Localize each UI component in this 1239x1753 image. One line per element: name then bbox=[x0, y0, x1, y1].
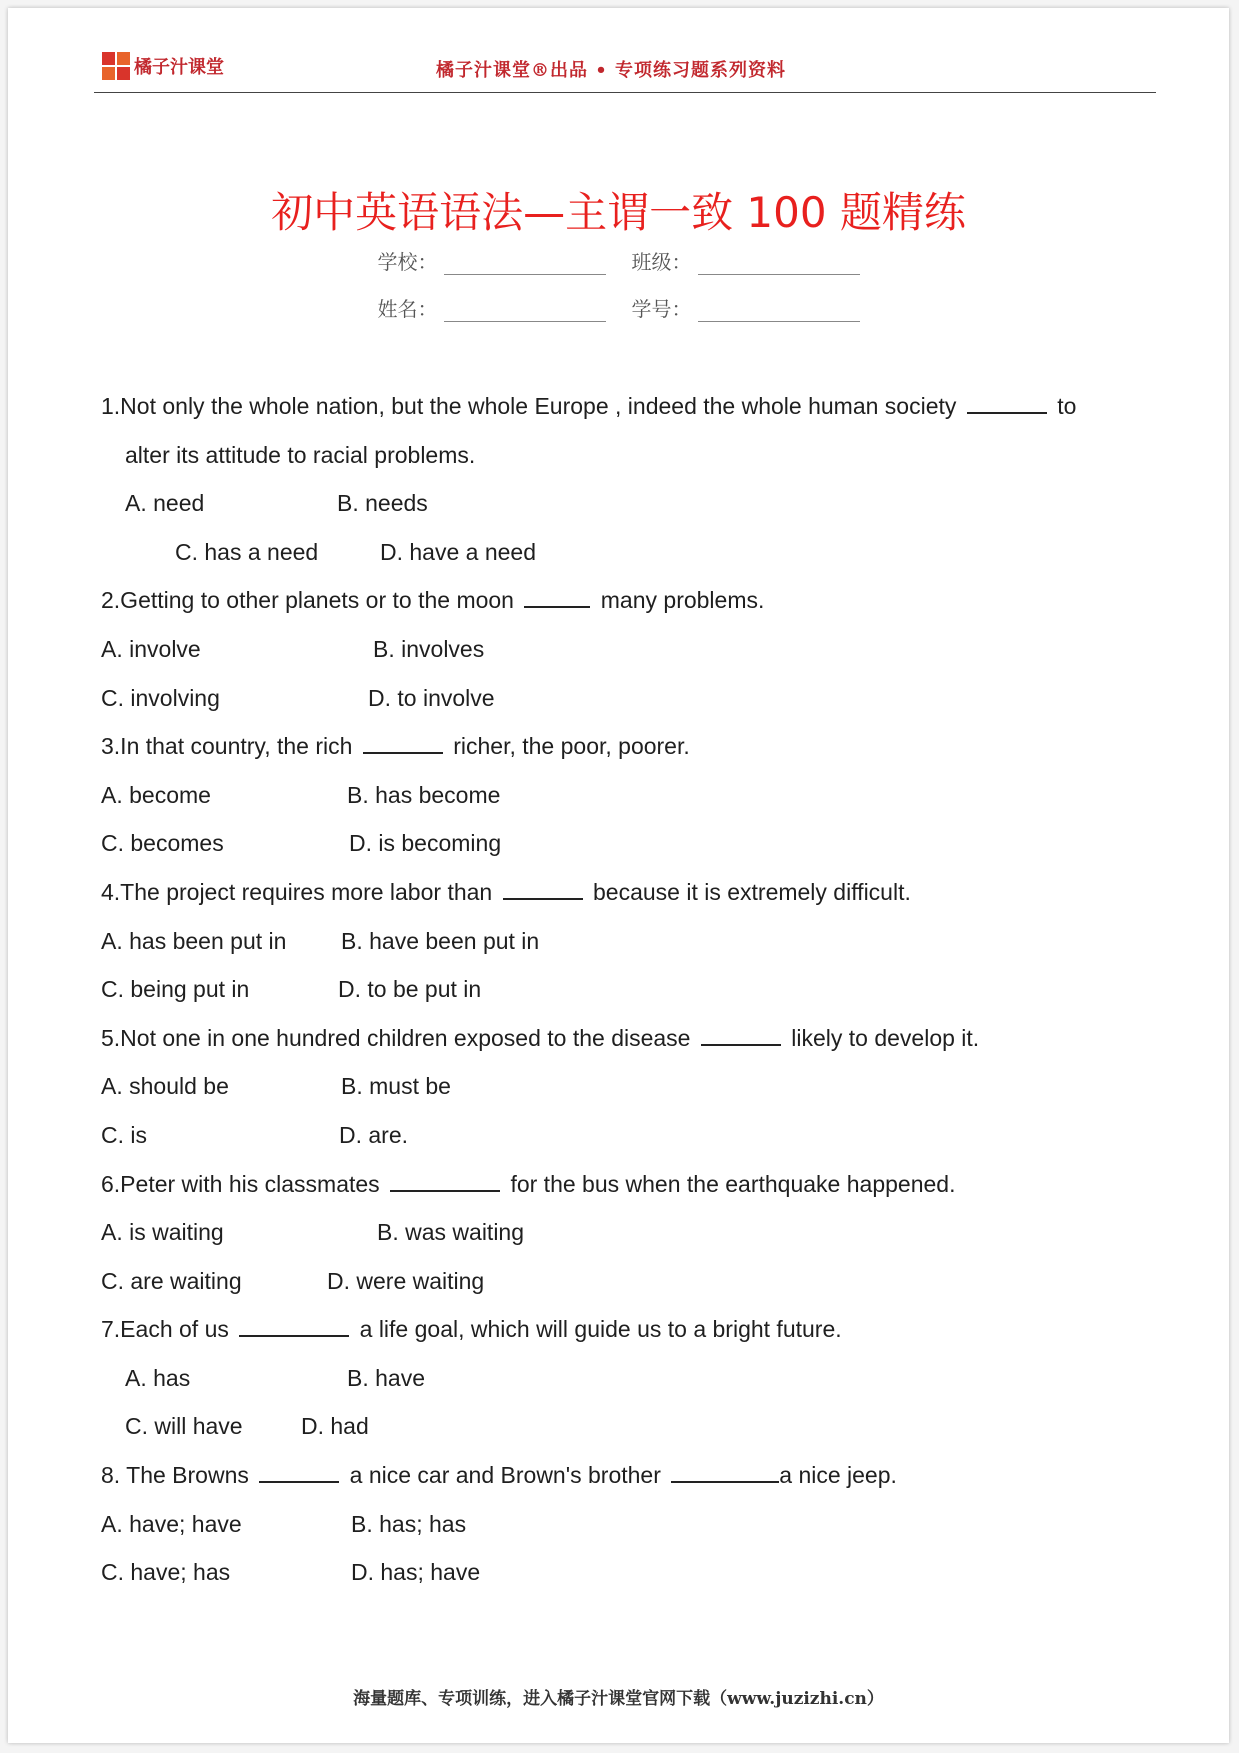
answer-blank bbox=[524, 584, 590, 608]
question-1-stem-cont: alter its attitude to racial problems. bbox=[125, 441, 476, 468]
page-title: 初中英语语法—主谓一致 100 题精练 bbox=[271, 188, 966, 237]
answer-blank bbox=[967, 390, 1047, 414]
question-5-options-row-1 bbox=[101, 1062, 1161, 1111]
document-page bbox=[8, 8, 1229, 1743]
question-8-options-row-2 bbox=[101, 1548, 1161, 1597]
question-text: 7.Each of us bbox=[101, 1316, 229, 1343]
option-b: B. has; has bbox=[351, 1510, 467, 1537]
question-6-stem bbox=[101, 1160, 1161, 1209]
answer-blank bbox=[671, 1459, 779, 1483]
question-6-options-row-2 bbox=[101, 1257, 1161, 1306]
question-text: 4.The project requires more labor than bbox=[101, 878, 493, 905]
question-8-options-row-1 bbox=[101, 1500, 1161, 1549]
question-text: 2.Getting to other planets or to the moon bbox=[101, 587, 514, 614]
question-text: to bbox=[1057, 393, 1077, 419]
brand-logo bbox=[102, 52, 224, 80]
option-a: A. involve bbox=[101, 635, 201, 662]
question-2-options-row-1 bbox=[101, 625, 1161, 674]
option-d: D. have a need bbox=[380, 538, 537, 565]
question-4-stem bbox=[101, 868, 1161, 917]
info-row-2 bbox=[8, 293, 1229, 322]
question-7-stem bbox=[101, 1305, 1161, 1354]
question-5-options-row-2 bbox=[101, 1111, 1161, 1160]
option-a: A. has been put in bbox=[101, 927, 287, 954]
question-7-options-row-1 bbox=[101, 1354, 1161, 1403]
option-b: B. was waiting bbox=[377, 1219, 525, 1246]
class-field bbox=[632, 246, 860, 275]
question-7-options-row-2 bbox=[101, 1402, 1161, 1451]
school-label: 学校： bbox=[377, 250, 438, 274]
school-field bbox=[378, 246, 606, 275]
option-c: C. will have bbox=[125, 1413, 243, 1440]
question-text: because it is extremely difficult. bbox=[592, 878, 911, 905]
option-a: A. need bbox=[125, 490, 205, 517]
question-text: 8. The Browns bbox=[101, 1462, 249, 1489]
student-no-field bbox=[632, 293, 860, 322]
question-text: 1.Not only the whole nation, but the whole Europe , indeed the whole human society bbox=[101, 393, 957, 419]
option-d: D. to involve bbox=[368, 684, 495, 711]
option-b: B. have been put in bbox=[341, 927, 540, 954]
question-5-stem bbox=[101, 1014, 1161, 1063]
option-d: D. to be put in bbox=[338, 976, 482, 1003]
question-2-options-row-2 bbox=[101, 674, 1161, 723]
option-d: D. is becoming bbox=[349, 830, 502, 857]
option-d: D. were waiting bbox=[327, 1267, 485, 1294]
name-field bbox=[378, 293, 606, 322]
option-c: C. involving bbox=[101, 684, 220, 711]
logo-text: 橘子汁课堂 bbox=[134, 57, 224, 78]
option-b: B. has become bbox=[347, 781, 501, 808]
class-label: 班级： bbox=[631, 250, 692, 274]
option-d: D. has; have bbox=[351, 1559, 481, 1586]
logo-icon bbox=[102, 52, 130, 80]
student-no-blank bbox=[698, 303, 860, 322]
option-c: C. are waiting bbox=[101, 1267, 242, 1294]
option-b: B. have bbox=[347, 1364, 425, 1391]
option-c: C. have; has bbox=[101, 1559, 231, 1586]
option-a: A. become bbox=[101, 781, 211, 808]
question-8-stem bbox=[101, 1451, 1161, 1500]
question-1-options-row-1 bbox=[101, 479, 1161, 528]
question-text: for the bus when the earthquake happened. bbox=[510, 1170, 956, 1197]
question-1-options-row-2 bbox=[101, 528, 1161, 577]
answer-blank bbox=[259, 1459, 339, 1483]
question-1-stem bbox=[101, 382, 1161, 431]
option-a: A. should be bbox=[101, 1073, 229, 1100]
class-blank bbox=[698, 256, 860, 275]
question-text: a life goal, which will guide us to a bright future. bbox=[359, 1316, 842, 1343]
page-header bbox=[94, 42, 1156, 93]
question-text: 3.In that country, the rich bbox=[101, 733, 353, 760]
question-3-stem bbox=[101, 722, 1161, 771]
question-3-options-row-1 bbox=[101, 771, 1161, 820]
name-blank bbox=[444, 303, 606, 322]
option-d: D. are. bbox=[339, 1121, 409, 1148]
option-a: A. has bbox=[125, 1364, 191, 1391]
option-d: D. had bbox=[301, 1413, 369, 1440]
header-tagline: 橘子汁课堂®出品 • 专项练习题系列资料 bbox=[436, 60, 787, 81]
option-c: C. becomes bbox=[101, 830, 224, 857]
question-text: a nice jeep. bbox=[779, 1462, 897, 1489]
student-no-label: 学号： bbox=[631, 297, 692, 321]
option-b: B. needs bbox=[337, 490, 428, 517]
option-a: A. have; have bbox=[101, 1510, 242, 1537]
option-b: B. involves bbox=[373, 635, 485, 662]
question-2-stem bbox=[101, 576, 1161, 625]
option-c: C. has a need bbox=[175, 538, 319, 565]
question-text: likely to develop it. bbox=[791, 1024, 980, 1051]
question-list bbox=[101, 382, 1161, 1597]
question-4-options-row-2 bbox=[101, 965, 1161, 1014]
option-a: A. is waiting bbox=[101, 1219, 224, 1246]
school-blank bbox=[444, 256, 606, 275]
question-text: 5.Not one in one hundred children exposed to the disease bbox=[101, 1024, 691, 1051]
answer-blank bbox=[390, 1168, 500, 1192]
info-row-1 bbox=[8, 246, 1229, 275]
answer-blank bbox=[363, 730, 443, 754]
question-4-options-row-1 bbox=[101, 917, 1161, 966]
answer-blank bbox=[239, 1313, 349, 1337]
question-text: richer, the poor, poorer. bbox=[453, 733, 690, 760]
question-6-options-row-1 bbox=[101, 1208, 1161, 1257]
answer-blank bbox=[701, 1022, 781, 1046]
answer-blank bbox=[503, 876, 583, 900]
option-c: C. is bbox=[101, 1121, 147, 1148]
question-3-options-row-2 bbox=[101, 819, 1161, 868]
option-b: B. must be bbox=[341, 1073, 451, 1100]
question-text: many problems. bbox=[600, 587, 765, 614]
question-text: 6.Peter with his classmates bbox=[101, 1170, 380, 1197]
question-text: a nice car and Brown's brother bbox=[349, 1462, 661, 1489]
page-footer: 海量题库、专项训练，进入橘子汁课堂官网下载（www.juzizhi.cn） bbox=[353, 1689, 884, 1709]
name-label: 姓名： bbox=[377, 297, 438, 321]
option-c: C. being put in bbox=[101, 976, 250, 1003]
